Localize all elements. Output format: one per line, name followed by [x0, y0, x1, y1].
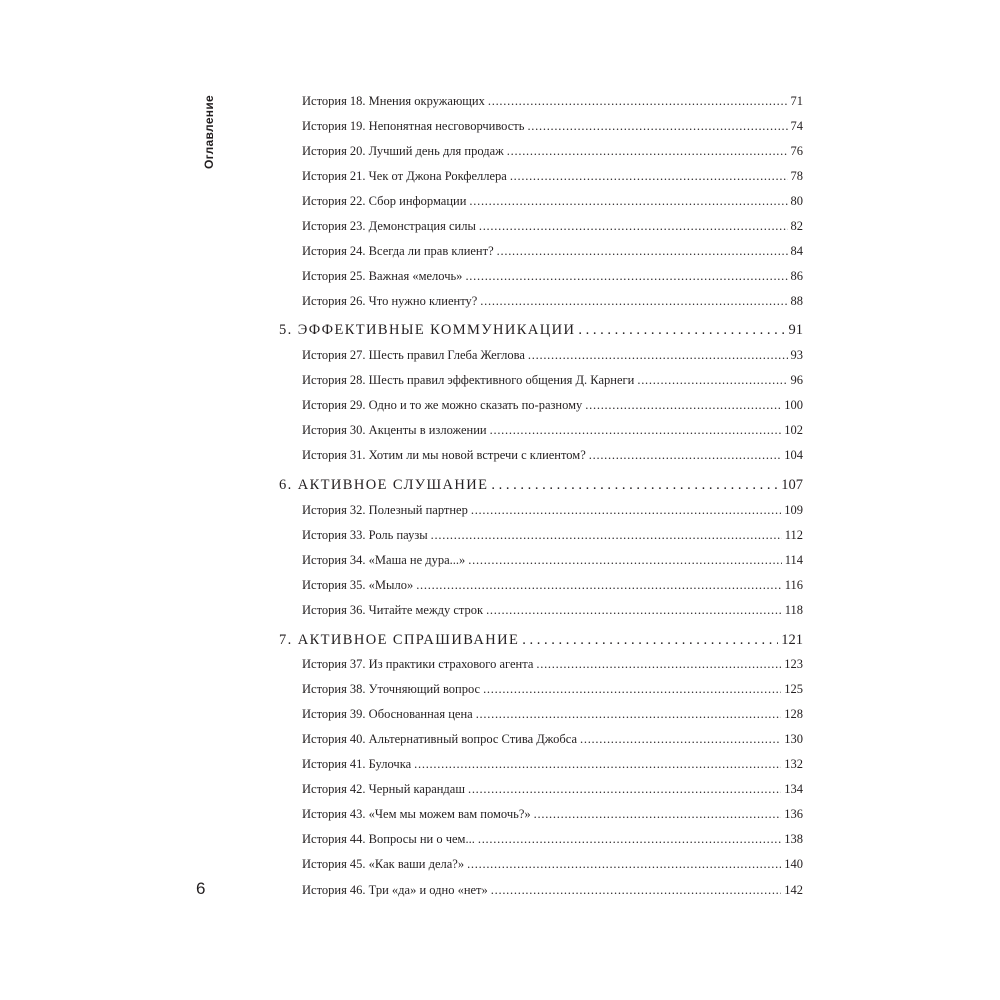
- toc-story-row[interactable]: [302, 782, 803, 798]
- toc-story-row[interactable]: [302, 119, 803, 135]
- section-label-text: Оглавление: [202, 95, 216, 169]
- toc-entry-page: 86: [790, 269, 803, 283]
- toc-chapter-row[interactable]: [279, 632, 803, 650]
- toc-entry-page: 142: [784, 883, 803, 897]
- toc-story-row[interactable]: [302, 657, 803, 673]
- toc-dot-leader: [528, 348, 788, 363]
- toc-story-row[interactable]: [302, 269, 803, 285]
- toc-entry-page: 121: [781, 632, 803, 648]
- toc-dot-leader: [469, 194, 787, 209]
- toc-story-row[interactable]: [302, 682, 803, 698]
- toc-entry-title: История 32. Полезный партнер: [302, 503, 468, 517]
- toc-entry-page: 100: [784, 398, 803, 412]
- toc-entry-page: 91: [788, 322, 803, 338]
- toc-story-row[interactable]: [302, 294, 803, 310]
- toc-entry-title: 5. ЭФФЕКТИВНЫЕ КОММУНИКАЦИИ: [279, 322, 576, 338]
- toc-entry-title: История 33. Роль паузы: [302, 528, 428, 542]
- toc-entry-page: 93: [790, 348, 803, 362]
- toc-dot-leader: [414, 757, 781, 772]
- toc-dot-leader: [431, 528, 782, 543]
- toc-dot-leader: [483, 682, 781, 697]
- toc-entry-title: История 36. Читайте между строк: [302, 603, 484, 617]
- toc-entry-page: 132: [784, 757, 803, 771]
- toc-story-row[interactable]: [302, 832, 803, 848]
- toc-dot-leader: [479, 219, 788, 234]
- toc-entry-page: 74: [790, 119, 803, 133]
- toc-entry-title: История 41. Булочка: [302, 757, 412, 771]
- toc-entry-page: 123: [784, 657, 803, 671]
- toc-story-row[interactable]: [302, 528, 803, 544]
- toc-entry-title: История 43. «Чем мы можем вам помочь?»: [302, 807, 531, 821]
- toc-story-row[interactable]: [302, 448, 803, 464]
- toc-story-row[interactable]: [302, 757, 803, 773]
- toc-entry-page: 80: [790, 194, 803, 208]
- toc-entry-title: История 22. Сбор информации: [302, 194, 467, 208]
- toc-dot-leader: [486, 603, 782, 618]
- toc-entry-title: История 37. Из практики страхового агента: [302, 657, 534, 671]
- toc-entry-page: 104: [784, 448, 803, 462]
- page-number: 6: [196, 879, 206, 898]
- toc-entry-title: 7. АКТИВНОЕ СПРАШИВАНИЕ: [279, 632, 520, 648]
- toc-dot-leader: [507, 144, 788, 159]
- toc-story-row[interactable]: [302, 707, 803, 723]
- toc-story-row[interactable]: [302, 219, 803, 235]
- toc-dot-leader: [522, 632, 778, 649]
- toc-entry-title: История 31. Хотим ли мы новой встречи с клиентом?: [302, 448, 586, 462]
- toc-dot-leader: [465, 269, 787, 284]
- toc-entry-page: 116: [784, 578, 803, 592]
- toc-story-row[interactable]: [302, 883, 803, 899]
- toc-entry-title: История 29. Одно и то же можно сказать по-разному: [302, 398, 583, 412]
- toc-story-row[interactable]: [302, 244, 803, 260]
- toc-entry-title: История 26. Что нужно клиенту?: [302, 294, 478, 308]
- toc-dot-leader: [467, 857, 781, 872]
- toc-story-row[interactable]: [302, 732, 803, 748]
- toc-dot-leader: [490, 423, 782, 438]
- toc-dot-leader: [491, 477, 778, 494]
- toc-story-row[interactable]: [302, 373, 803, 389]
- toc-entry-page: 112: [784, 528, 803, 542]
- toc-entry-page: 136: [784, 807, 803, 821]
- toc-chapter-row[interactable]: [279, 477, 803, 495]
- toc-dot-leader: [578, 322, 785, 339]
- toc-entry-page: 84: [790, 244, 803, 258]
- toc-entry-title: История 30. Акценты в изложении: [302, 423, 487, 437]
- toc-entry-page: 140: [784, 857, 803, 871]
- toc-dot-leader: [497, 244, 788, 259]
- toc-story-row[interactable]: [302, 144, 803, 160]
- toc-dot-leader: [468, 782, 781, 797]
- toc-entry-page: 78: [790, 169, 803, 183]
- toc-dot-leader: [476, 707, 782, 722]
- toc-entry-page: 130: [784, 732, 803, 746]
- toc-dot-leader: [536, 657, 781, 672]
- toc-entry-title: История 19. Непонятная несговорчивость: [302, 119, 525, 133]
- toc-entry-title: История 40. Альтернативный вопрос Стива Джобса: [302, 732, 577, 746]
- toc-dot-leader: [510, 169, 788, 184]
- toc-entry-page: 134: [784, 782, 803, 796]
- toc-dot-leader: [491, 883, 781, 898]
- toc-entry-page: 128: [784, 707, 803, 721]
- toc-entry-title: История 39. Обоснованная цена: [302, 707, 473, 721]
- toc-story-row[interactable]: [302, 578, 803, 594]
- toc-entry-title: История 45. «Как ваши дела?»: [302, 857, 465, 871]
- toc-dot-leader: [488, 94, 788, 109]
- toc-entry-page: 102: [784, 423, 803, 437]
- toc-dot-leader: [585, 398, 781, 413]
- toc-entry-title: 6. АКТИВНОЕ СЛУШАНИЕ: [279, 477, 489, 493]
- toc-dot-leader: [527, 119, 787, 134]
- toc-entry-page: 71: [790, 94, 803, 108]
- toc-dot-leader: [416, 578, 782, 593]
- toc-entry-page: 82: [790, 219, 803, 233]
- toc-entry-title: История 34. «Маша не дура...»: [302, 553, 466, 567]
- toc-entry-page: 107: [781, 477, 803, 493]
- toc-entry-page: 96: [790, 373, 803, 387]
- toc-story-row[interactable]: [302, 503, 803, 519]
- toc-dot-leader: [480, 294, 787, 309]
- toc-entry-title: История 44. Вопросы ни о чем...: [302, 832, 475, 846]
- toc-entry-title: История 46. Три «да» и одно «нет»: [302, 883, 488, 897]
- toc-dot-leader: [468, 553, 781, 568]
- toc-dot-leader: [589, 448, 781, 463]
- toc-entry-title: История 25. Важная «мелочь»: [302, 269, 463, 283]
- toc-story-row[interactable]: [302, 857, 803, 873]
- toc-entry-title: История 23. Демонстрация силы: [302, 219, 476, 233]
- toc-entry-page: 118: [784, 603, 803, 617]
- toc-entry-page: 88: [790, 294, 803, 308]
- toc-entry-page: 125: [784, 682, 803, 696]
- toc-story-row[interactable]: [302, 603, 803, 619]
- toc-dot-leader: [637, 373, 787, 388]
- toc-story-row[interactable]: [302, 194, 803, 210]
- toc-entry-title: История 27. Шесть правил Глеба Жеглова: [302, 348, 525, 362]
- toc-entry-title: История 24. Всегда ли прав клиент?: [302, 244, 494, 258]
- toc-story-row[interactable]: [302, 94, 803, 110]
- toc-entry-title: История 35. «Мыло»: [302, 578, 414, 592]
- toc-entry-title: История 20. Лучший день для продаж: [302, 144, 504, 158]
- toc-dot-leader: [471, 503, 781, 518]
- toc-story-row[interactable]: [302, 169, 803, 185]
- toc-story-row[interactable]: [302, 553, 803, 569]
- toc-story-row[interactable]: [302, 807, 803, 823]
- toc-entry-title: История 18. Мнения окружающих: [302, 94, 485, 108]
- toc-entry-page: 114: [784, 553, 803, 567]
- toc-dot-leader: [478, 832, 781, 847]
- toc-story-row[interactable]: [302, 423, 803, 439]
- toc-entry-title: История 21. Чек от Джона Рокфеллера: [302, 169, 507, 183]
- toc-story-row[interactable]: [302, 348, 803, 364]
- toc-entry-page: 76: [790, 144, 803, 158]
- toc-entry-page: 138: [784, 832, 803, 846]
- toc-chapter-row[interactable]: [279, 322, 803, 340]
- toc-entry-title: История 28. Шесть правил эффективного общения Д. Карнеги: [302, 373, 635, 387]
- toc-dot-leader: [534, 807, 782, 822]
- toc-story-row[interactable]: [302, 398, 803, 414]
- toc-entry-page: 109: [784, 503, 803, 517]
- toc-dot-leader: [580, 732, 781, 747]
- toc-entry-title: История 38. Уточняющий вопрос: [302, 682, 481, 696]
- toc-entry-title: История 42. Черный карандаш: [302, 782, 465, 796]
